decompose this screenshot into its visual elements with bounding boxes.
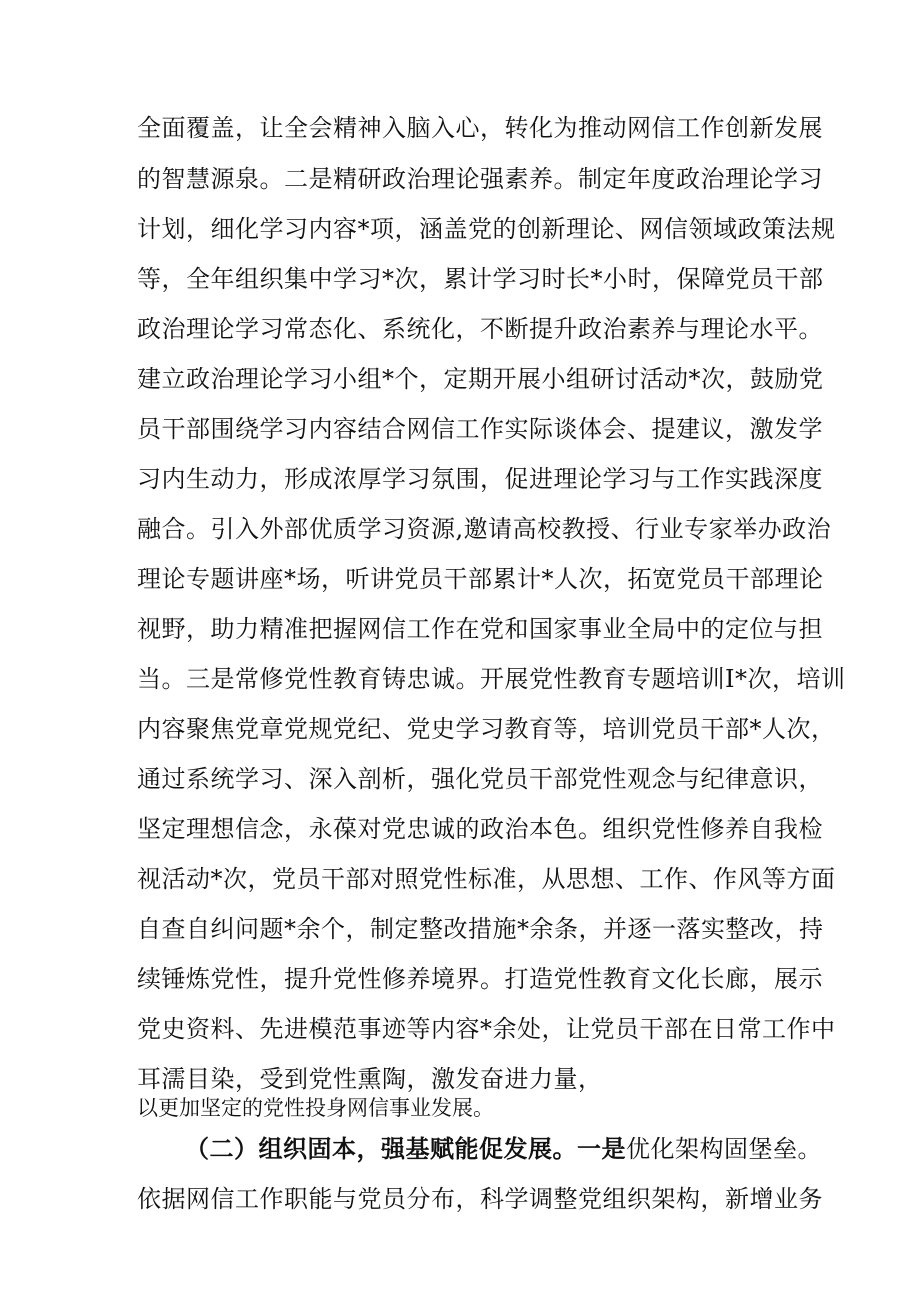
paragraph-line: 依据网信工作职能与党员分布，科学调整党组织架构，新增业务 xyxy=(137,1185,823,1213)
paragraph-line: 以更加坚定的党性投身网信事业发展。 xyxy=(137,1096,494,1120)
paragraph-line: 融合。引入外部优质学习资源,邀请高校教授、行业专家举办政治 xyxy=(137,515,832,543)
paragraph-line: 续锤炼党性，提升党性修养境界。打造党性教育文化长廊，展示 xyxy=(137,965,823,993)
paragraph-line: 习内生动力，形成浓厚学习氛围，促进理论学习与工作实践深度 xyxy=(137,465,823,493)
paragraph-line: 等，全年组织集中学习*次，累计学习时长*小时，保障党员干部 xyxy=(137,265,824,293)
paragraph-line: 视活动*次，党员干部对照党性标准，从思想、工作、作风等方面 xyxy=(137,865,836,893)
paragraph-line: 建立政治理论学习小组*个，定期开展小组研讨活动*次，鼓励党 xyxy=(137,365,824,393)
section-heading-rest: 优化架构固堡垒。 xyxy=(626,1135,822,1163)
paragraph-line: 计划，细化学习内容*项，涵盖党的创新理论、网信领域政策法规 xyxy=(137,215,836,243)
paragraph-line: 政治理论学习常态化、系统化，不断提升政治素养与理论水平。 xyxy=(137,315,823,343)
paragraph-line: 内容聚焦党章党规党纪、党史学习教育等，培训党员干部*人次， xyxy=(137,715,836,743)
paragraph-line: 耳濡目染，受到党性熏陶，激发奋进力量， xyxy=(137,1065,603,1093)
paragraph-line: 坚定理想信念，永葆对党忠诚的政治本色。组织党性修养自我检 xyxy=(137,815,823,843)
paragraph-line: 自查自纠问题*余个，制定整改措施*余条，并逐一落实整改，持 xyxy=(137,915,824,943)
section-heading-line xyxy=(185,1134,822,1164)
paragraph-line: 通过系统学习、深入剖析，强化党员干部党性观念与纪律意识， xyxy=(137,765,823,793)
paragraph-line: 的智慧源泉。二是精研政治理论强素养。制定年度政治理论学习 xyxy=(137,165,823,193)
section-heading: （二）组织固本，强基赋能促发展。一是 xyxy=(185,1134,626,1163)
paragraph-line: 员干部围绕学习内容结合网信工作实际谈体会、提建议，激发学 xyxy=(137,415,823,443)
paragraph-line: 当。三是常修党性教育铸忠诚。开展党性教育专题培训I*次，培训 xyxy=(137,665,846,693)
paragraph-line: 全面覆盖，让全会精神入脑入心，转化为推动网信工作创新发展 xyxy=(137,114,823,142)
paragraph-line: 理论专题讲座*场，听讲党员干部累计*人次，拓宽党员干部理论 xyxy=(137,565,824,593)
paragraph-line: 视野，助力精准把握网信工作在党和国家事业全局中的定位与担 xyxy=(137,615,823,643)
paragraph-line: 党史资料、先进模范事迹等内容*余处，让党员干部在日常工作中 xyxy=(137,1015,836,1043)
